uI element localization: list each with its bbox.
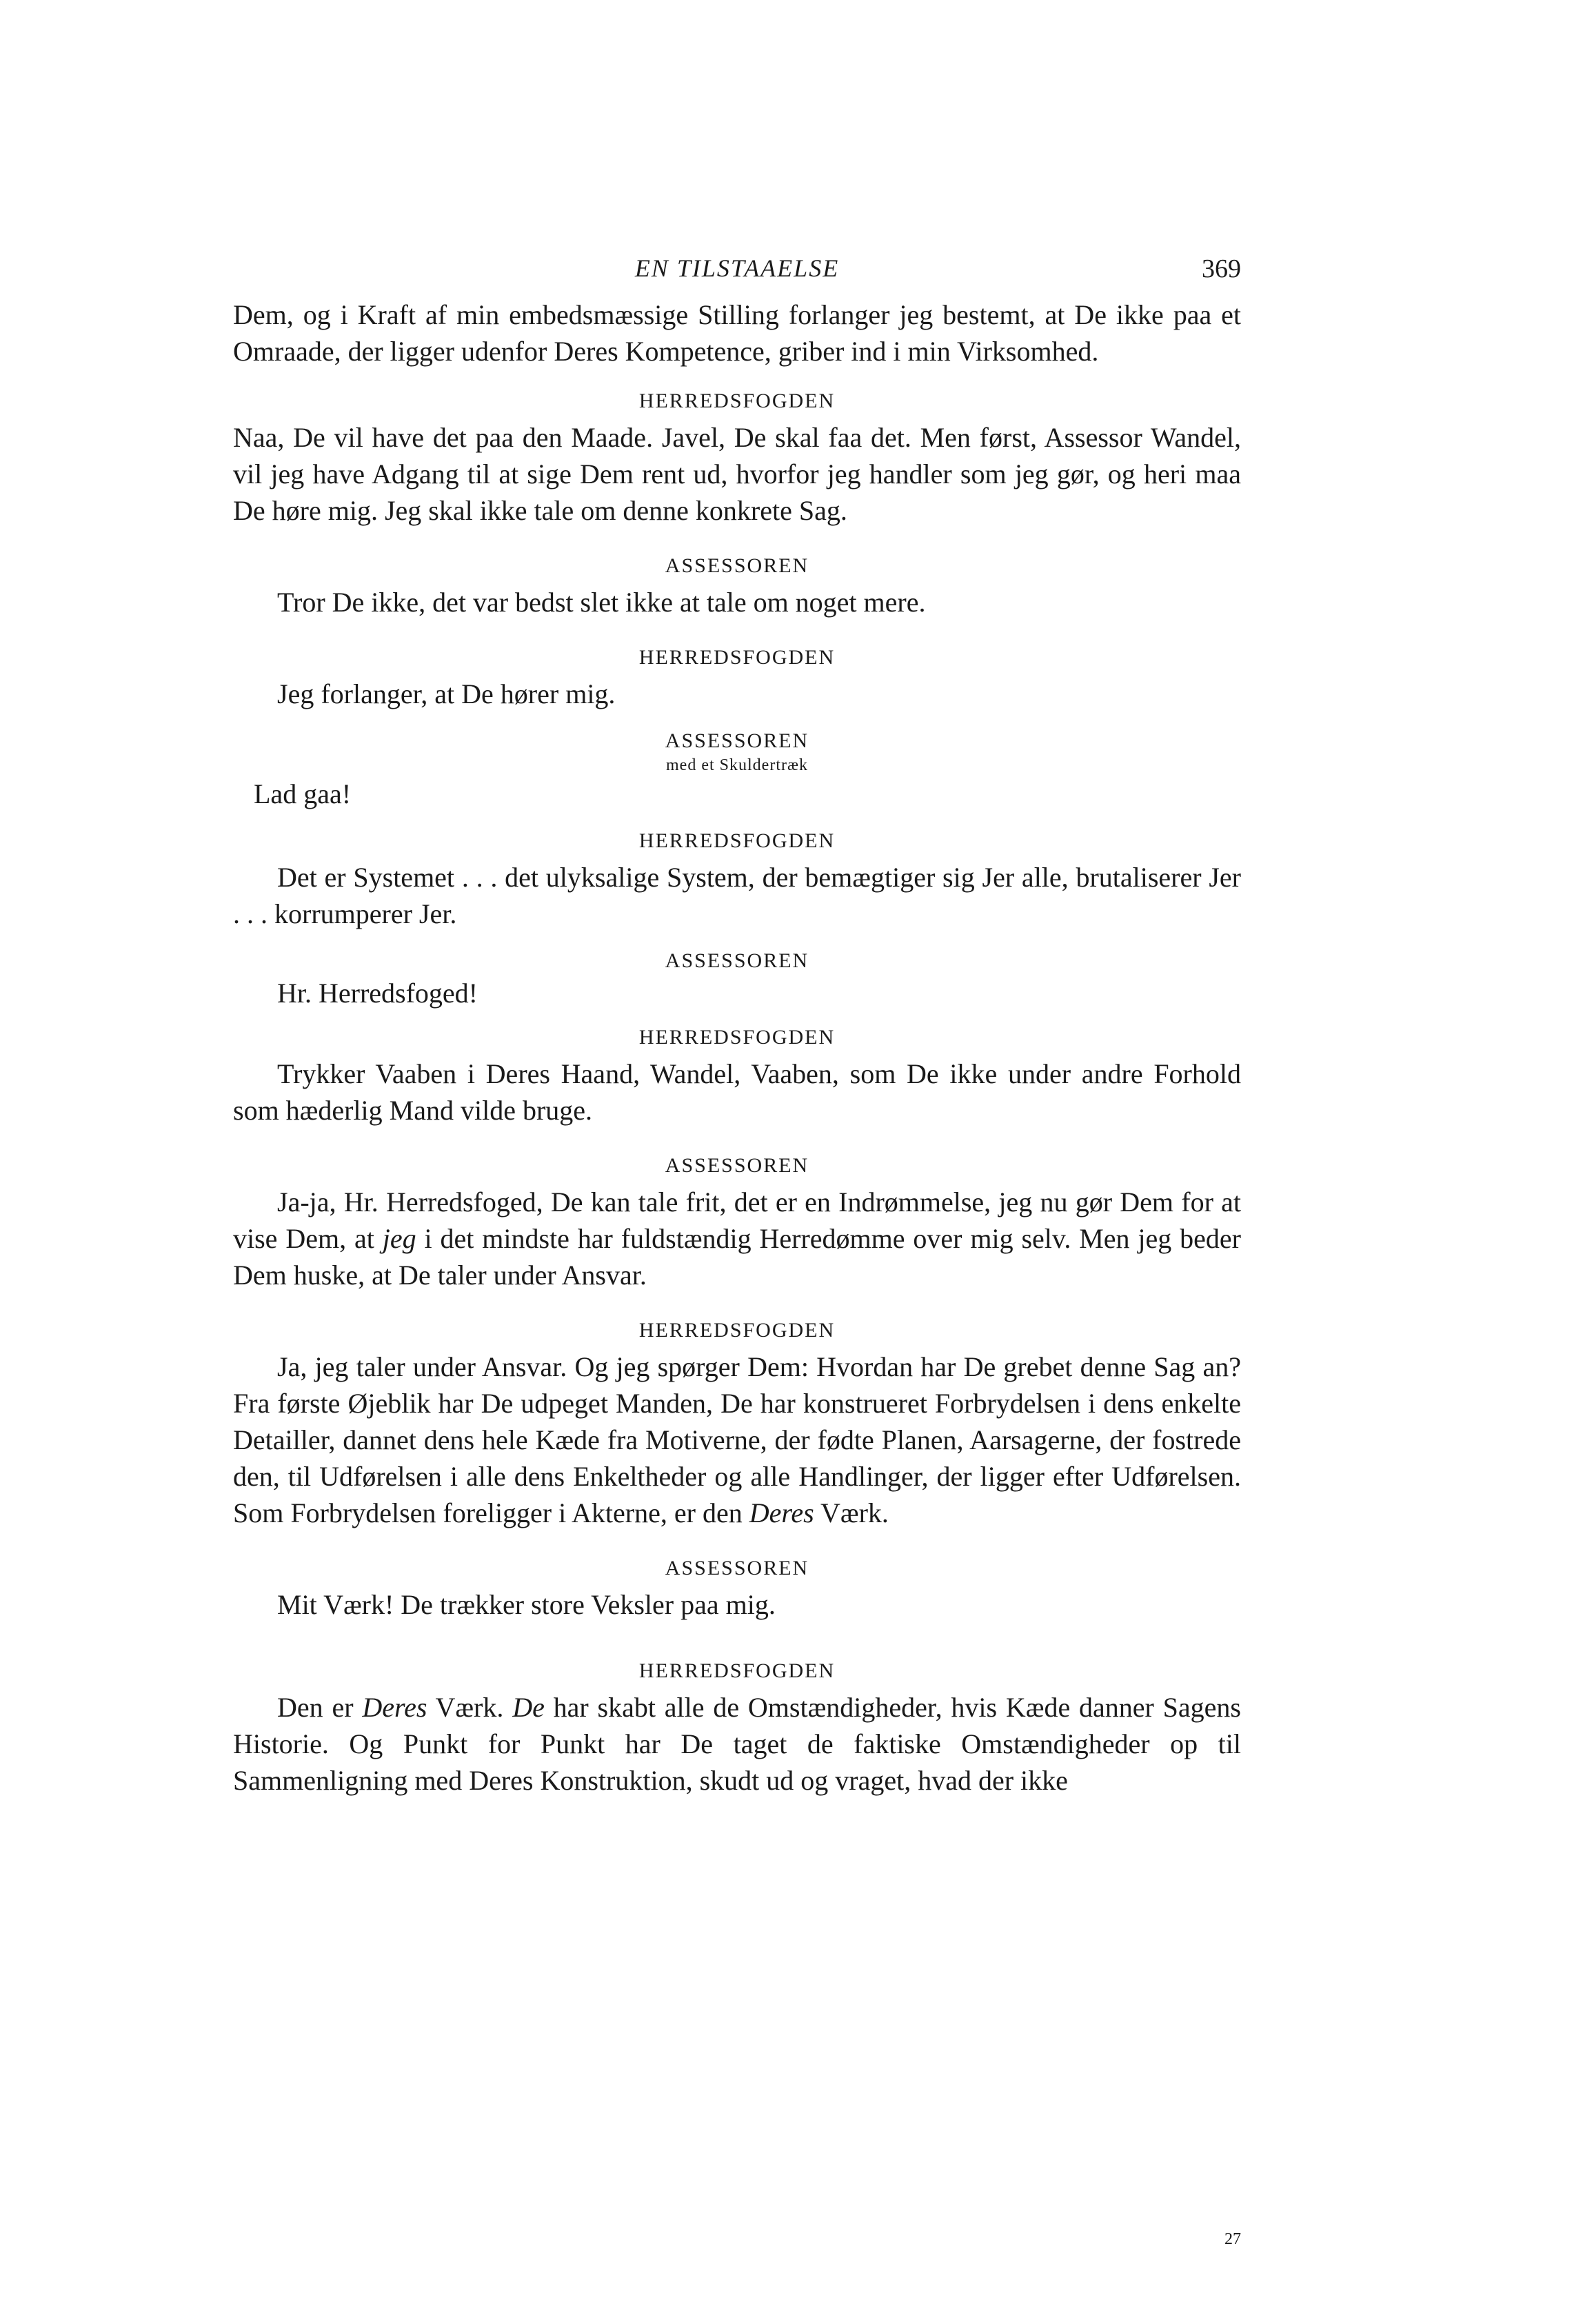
- speaker-name: HERREDSFOGDEN: [638, 646, 836, 669]
- speech-paragraph: [233, 1348, 1241, 1531]
- speaker-name: ASSESSOREN: [665, 729, 809, 752]
- speech-paragraph: Trykker Vaaben i Deres Haand, Wandel, Vaaben, som De ikke under andre Forhold som hæderlig Mand vilde bruge.: [233, 1058, 1241, 1126]
- printer-signature: 27: [1224, 2230, 1241, 2248]
- stage-direction: med et Skuldertræk: [666, 756, 808, 774]
- speech-paragraph: Tror De ikke, det var bedst slet ikke at tale om noget mere.: [277, 587, 926, 618]
- speaker-name: HERREDSFOGDEN: [638, 1319, 836, 1342]
- speaker-name: HERREDSFOGDEN: [638, 829, 836, 852]
- speech-paragraph: Det er Systemet . . . det ulyksalige System, der bemægtiger sig Jer alle, brutaliserer Jer . . . korrumperer Jer.: [233, 862, 1241, 929]
- emphasis-text: De: [512, 1692, 545, 1723]
- speech-paragraph: [233, 1689, 1241, 1799]
- speech-text: Ja-ja, Hr. Herredsfoged, De kan tale frit, det er en Indrømmelse, jeg nu gør Dem for at vise Dem, at: [233, 1186, 1241, 1254]
- play-text: [233, 296, 1241, 1799]
- speech-paragraph: Mit Værk! De trækker store Veksler paa mig.: [277, 1589, 776, 1620]
- speech-text: Værk.: [814, 1497, 889, 1528]
- speaker-name: HERREDSFOGDEN: [638, 390, 836, 412]
- emphasis-text: jeg: [382, 1223, 416, 1254]
- page-number: 369: [1202, 254, 1241, 283]
- speaker-name: ASSESSOREN: [665, 949, 809, 972]
- speech-paragraph: Lad gaa!: [254, 778, 352, 809]
- speech-text: har skabt alle de Omstændigheder, hvis Kæde danner Sagens Historie. Og Punkt for Punkt har De taget de faktiske Omstændigheder op til Sammenligning med Deres Konstruktion, skudt ud og vraget, hvad der ikke: [233, 1692, 1241, 1796]
- emphasis-text: Deres: [749, 1497, 814, 1528]
- speech-paragraph: Jeg forlanger, at De hører mig.: [277, 678, 616, 709]
- speaker-name: ASSESSOREN: [665, 1557, 809, 1579]
- speaker-name: HERREDSFOGDEN: [638, 1026, 836, 1049]
- speech-text: i det mindste har fuldstændig Herredømme over mig selv. Men jeg beder Dem huske, at De taler under Ansvar.: [233, 1223, 1241, 1291]
- speech-paragraph: [233, 1184, 1241, 1293]
- emphasis-text: Deres: [362, 1692, 427, 1723]
- running-title: EN TILSTAAELSE: [634, 254, 840, 282]
- speech-text: Værk.: [427, 1692, 513, 1723]
- speaker-name: HERREDSFOGDEN: [638, 1659, 836, 1682]
- speaker-name: ASSESSOREN: [665, 1154, 809, 1177]
- book-page: [233, 248, 1241, 2248]
- speech-text: Ja, jeg taler under Ansvar. Og jeg spørger Dem: Hvordan har De grebet denne Sag an? Fra første Øjeblik har De udpeget Manden, De har konstrueret Forbrydelsen i dens enkelte Detailler, dannet dens hele Kæde fra Motiverne, der fødte Planen, Aarsagerne, der fostrede den, til Udførelsen i alle dens Enkeltheder og alle Handlinger, der ligger efter Udførelsen. Som Forbrydelsen foreligger i Akterne, er den: [233, 1351, 1241, 1528]
- speaker-name: ASSESSOREN: [665, 554, 809, 577]
- speech-paragraph: Dem, og i Kraft af min embedsmæssige Stilling forlanger jeg bestemt, at De ikke paa et Omraade, der ligger udenfor Deres Kompetence, griber ind i min Virksomhed.: [233, 299, 1241, 367]
- page-header: [233, 248, 1241, 296]
- speech-text: Den er: [277, 1692, 363, 1723]
- speech-paragraph: Naa, De vil have det paa den Maade. Javel, De skal faa det. Men først, Assessor Wandel, vil jeg have Adgang til at sige Dem rent ud, hvorfor jeg handler som jeg gør, og heri maa De høre mig. Jeg skal ikke tale om denne konkrete Sag.: [233, 422, 1241, 526]
- speech-paragraph: Hr. Herredsfoged!: [277, 978, 478, 1009]
